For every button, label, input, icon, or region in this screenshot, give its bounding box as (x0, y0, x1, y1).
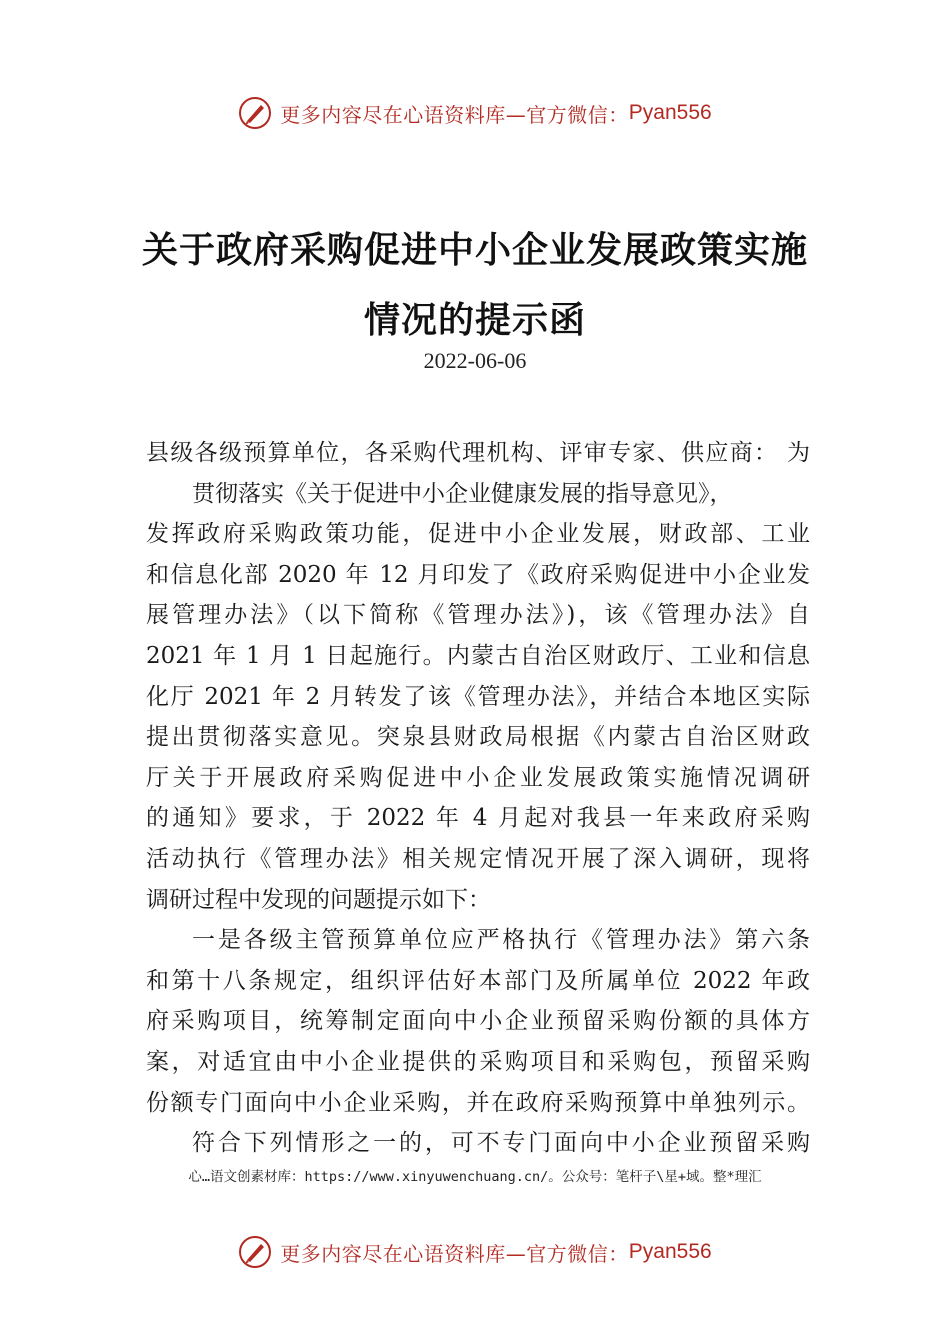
body-line: 调研过程中发现的问题提示如下： (146, 886, 491, 913)
body-line: 厅关于开展政府采购促进中小企业发展政策实施情况调研 (146, 764, 810, 791)
body-line: 贯彻落实《关于促进中小企业健康发展的指导意见》， (192, 480, 733, 507)
body-line: 和信息化部 2020 年 12 月印发了《政府采购促进中小企业发 (146, 561, 810, 588)
body-line: 县级各级预算单位，各采购代理机构、评审专家、供应商： 为 (146, 440, 810, 466)
body-line: 符合下列情形之一的，可不专门面向中小企业预留采购 (192, 1130, 810, 1157)
banner-wechat-id: Pyan556 (628, 1240, 712, 1263)
footer-source-note: 心…语文创素材库：https://www.xinyuwenchuang.cn/。公众号：笔杆子\星+域。整*理汇 (188, 1169, 762, 1185)
body-line: 的通知》要求，于 2022 年 4 月起对我县一年来政府采购 (146, 805, 810, 832)
body-line: 发挥政府采购政策功能，促进中小企业发展，财政部、工业 (146, 521, 810, 548)
quill-logo-icon (238, 1235, 272, 1269)
document-body (146, 433, 810, 1164)
body-line: 份额专门面向中小企业采购，并在政府采购预算中单独列示。 (146, 1089, 810, 1116)
header-banner (0, 93, 950, 133)
body-line: 展管理办法》（以下简称《管理办法》)，该《管理办法》自 (146, 602, 810, 629)
body-line: 活动执行《管理办法》相关规定情况开展了深入调研，现将 (146, 845, 810, 872)
banner-text: 更多内容尽在心语资料库—官方微信： (280, 102, 629, 127)
document-title-line1: 关于政府采购促进中小企业发展政策实施 (141, 229, 808, 271)
footer-banner (0, 1232, 950, 1272)
body-line: 案，对适宜由中小企业提供的采购项目和采购包，预留采购 (146, 1048, 810, 1075)
banner-wechat-id: Pyan556 (628, 101, 712, 124)
body-line: 府采购项目，统筹制定面向中小企业预留采购份额的具体方 (146, 1008, 810, 1035)
body-line: 化厅 2021 年 2 月转发了该《管理办法》，并结合本地区实际 (146, 683, 810, 710)
document-title-line2: 情况的提示函 (363, 299, 586, 341)
quill-logo-icon (238, 96, 272, 130)
body-line: 一是各级主管预算单位应严格执行《管理办法》第六条 (192, 927, 810, 954)
banner-text: 更多内容尽在心语资料库—官方微信： (280, 1241, 629, 1266)
body-line: 提出贯彻落实意见。突泉县财政局根据《内蒙古自治区财政 (146, 724, 810, 751)
document-date: 2022-06-06 (423, 348, 527, 373)
body-line: 和第十八条规定，组织评估好本部门及所属单位 2022 年政 (146, 967, 810, 994)
body-line: 2021 年 1 月 1 日起施行。内蒙古自治区财政厅、工业和信息 (146, 642, 810, 669)
